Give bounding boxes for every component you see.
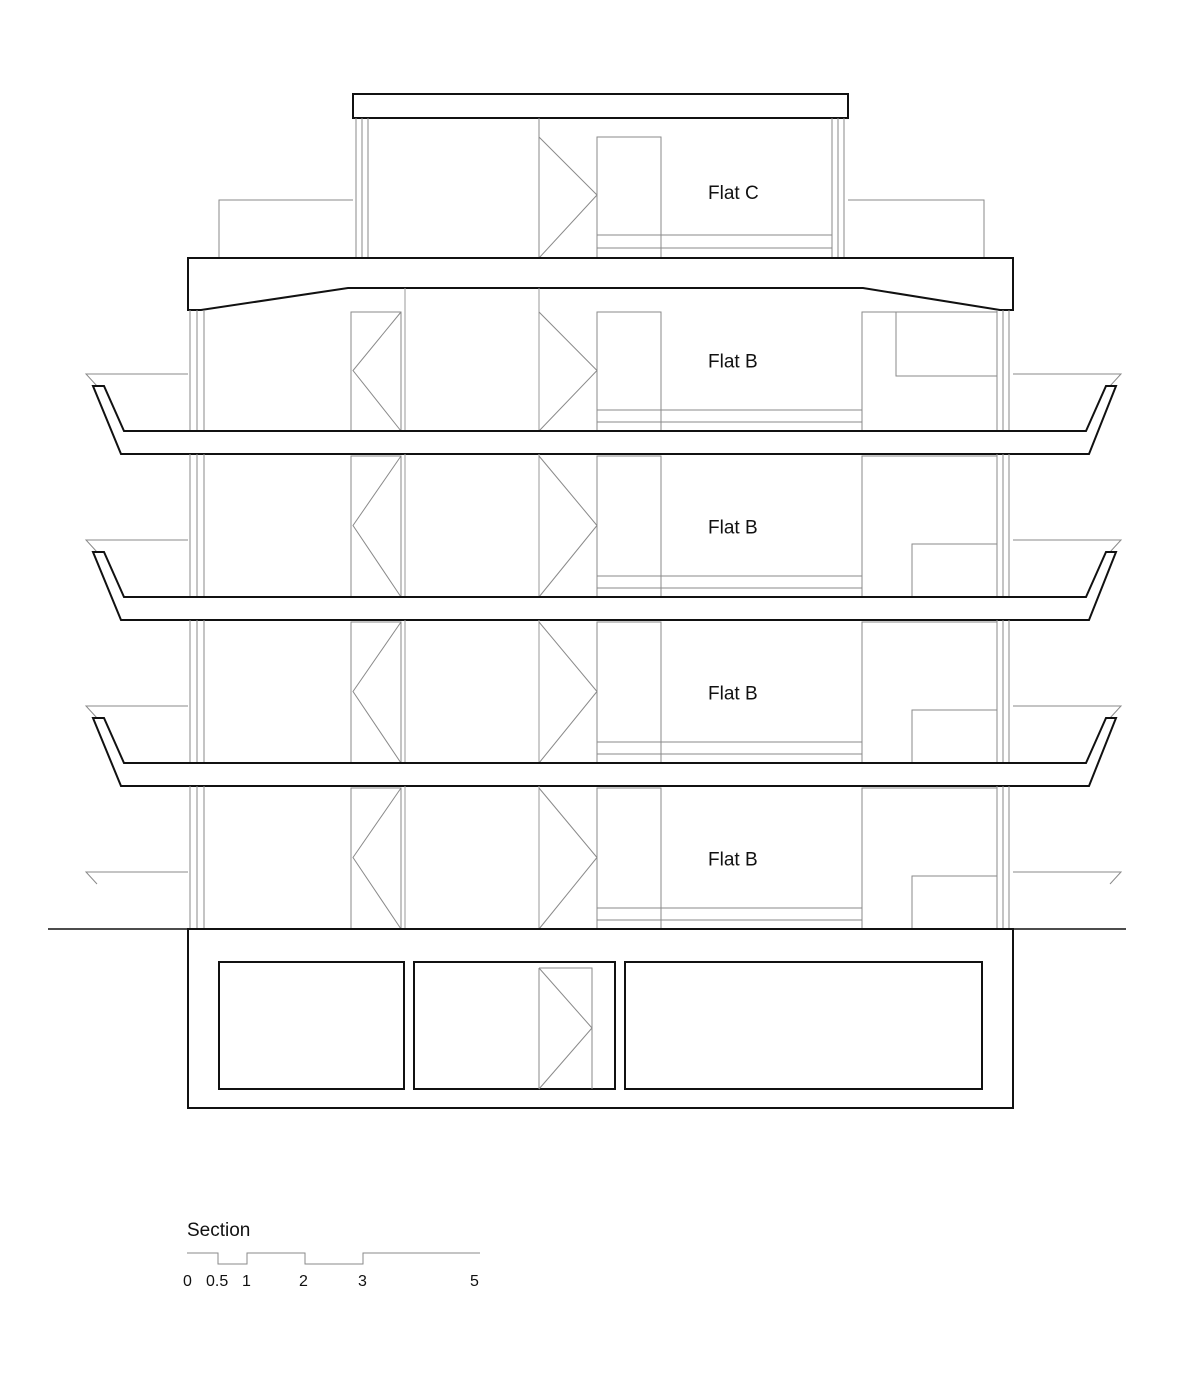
floor-label: Flat B [708,517,758,539]
floor-label: Flat B [708,683,758,705]
roof-slab [353,94,848,118]
scale-bar [183,1220,480,1290]
scale-tick-label: 0 [183,1273,192,1290]
basement-outline [188,929,1013,1108]
basement-room-center [414,962,615,1089]
scale-tick-label: 3 [358,1273,367,1290]
balcony-slab [93,718,1116,786]
scale-tick-label: 1 [242,1273,251,1290]
balcony-slab [93,386,1116,454]
scale-bar-title: Section [187,1220,251,1241]
floor-label: Flat B [708,849,758,871]
storey [86,454,1121,597]
floor-label: Flat B [708,351,758,373]
scale-tick-label: 0.5 [206,1273,229,1290]
basement-room-right [625,962,982,1089]
scale-tick-label: 5 [470,1273,479,1290]
storey [86,288,1121,431]
typical-floors [86,288,1121,929]
scale-tick-label: 2 [299,1273,308,1290]
transfer-slab [188,258,1013,310]
basement-room-left [219,962,404,1089]
floor-label: Flat C [708,183,759,204]
basement [188,929,1013,1108]
storey [86,620,1121,763]
balcony-slab [93,552,1116,620]
roof-and-flat-c [219,94,984,258]
storey [86,786,1121,929]
